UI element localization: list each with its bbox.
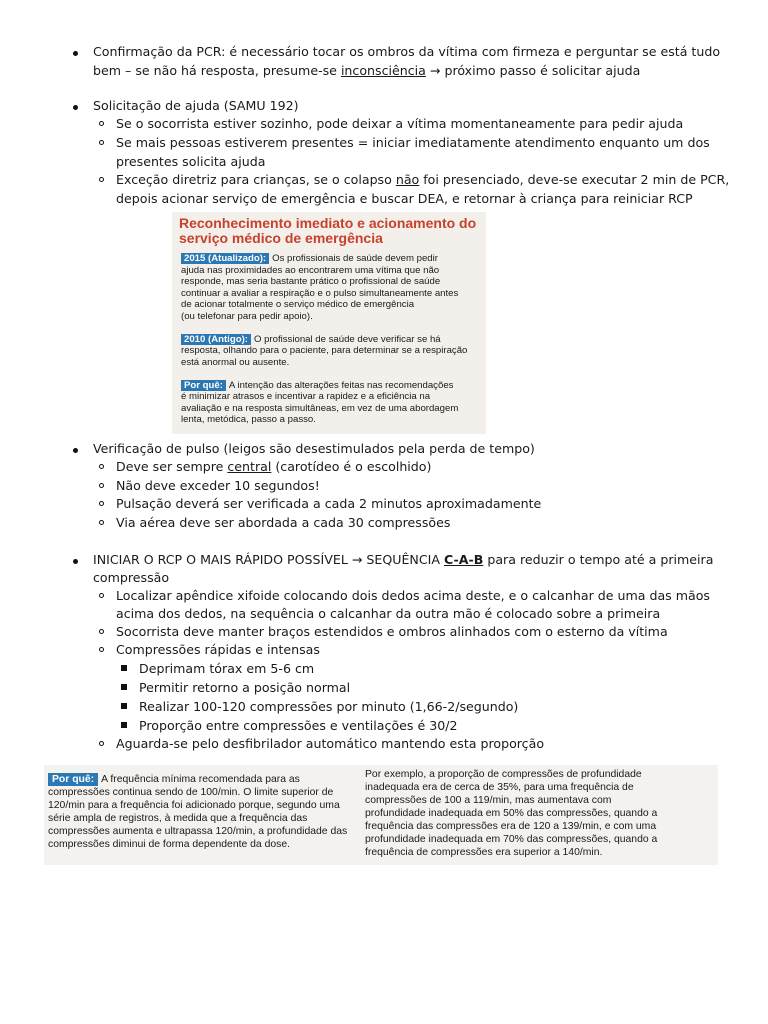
cpr-item-1-line-1: Localizar apêndice xifoide colocando dois dedos acima deste, e o calcanhar de uma das mãos [116, 588, 710, 603]
cpr-item-3: Compressões rápidas e intensas [116, 642, 320, 657]
help-item-1: Se o socorrista estiver sozinho, pode deixar a vítima momentaneamente para pedir ajuda [116, 116, 684, 131]
sub-bullet [99, 177, 104, 182]
figure-title-line-2: serviço médico de emergência [179, 230, 383, 246]
bullet [73, 448, 78, 453]
underlined-term: não [395, 172, 420, 187]
square-bullet [121, 665, 127, 671]
cpr-sub-4: Proporção entre compressões e ventilações é 30/2 [139, 718, 458, 733]
guideline-figure-compression-rate: Por quê: A frequência mínima recomendada para as compressões continua sendo de 100/min. O limite superior de 120/min para a frequência foi adicionado porque, segundo uma série ampla de registros, à medida que a frequência das compressões aumenta e ultrapassa 120/min, a profundidade das compressões diminui de forma dependente da dose. Por exemplo, a proporção de compressões de profundidade inadequada era de cerca de 35%, para uma frequência de compressões de 100 a 119/min, mas aumentava com profundidade inadequada em 50% das compressões, quando a frequência das compressões era de 120 a 139/min, e com uma profundidade inadequada em 70% das compressões, quando a frequência de compressões era superior a 140/min. [44, 765, 718, 865]
cab-sequence: C-A-B [443, 552, 484, 567]
figure-title-line-1: Reconhecimento imediato e acionamento do [179, 215, 477, 231]
sub-bullet [99, 501, 104, 506]
cpr-item-4: Aguarda-se pelo desfibrilador automático mantendo esta proporção [116, 736, 545, 751]
bullet [73, 105, 78, 110]
tag-why: Por quê: [48, 773, 98, 786]
sub-bullet [99, 140, 104, 145]
tag-2010: 2010 (Antigo): [181, 334, 251, 345]
help-item-3-line-2: depois acionar serviço de emergência e buscar DEA, e retornar à criança para reiniciar RCP [116, 191, 693, 206]
pulse-item-2: Não deve exceder 10 segundos! [116, 478, 320, 493]
pulse-item-1: Deve ser sempre central (carotídeo é o escolhido) [116, 459, 432, 474]
sub-bullet [99, 647, 104, 652]
sub-bullet [99, 520, 104, 525]
tag-2015: 2015 (Atualizado): [181, 253, 269, 264]
square-bullet [121, 684, 127, 690]
pulse-item-3: Pulsação deverá ser verificada a cada 2 minutos aproximadamente [116, 496, 542, 511]
help-item-2-line-1: Se mais pessoas estiverem presentes = iniciar imediatamente atendimento enquanto um dos [116, 135, 710, 150]
pcr-confirmation-line-2: bem – se não há resposta, presume-se inconsciência → próximo passo é solicitar ajuda [93, 63, 641, 78]
help-request-title: Solicitação de ajuda (SAMU 192) [93, 98, 299, 113]
pcr-confirmation-line-1: Confirmação da PCR: é necessário tocar os ombros da vítima com firmeza e perguntar se está tudo [93, 44, 721, 59]
sub-bullet [99, 741, 104, 746]
underlined-term: central [227, 459, 272, 474]
sub-bullet [99, 121, 104, 126]
pulse-item-4: Via aérea deve ser abordada a cada 30 compressões [116, 515, 451, 530]
square-bullet [121, 722, 127, 728]
tag-why: Por quê: [181, 380, 226, 391]
bullet [73, 559, 78, 564]
cpr-sub-2: Permitir retorno a posição normal [139, 680, 351, 695]
cpr-item-1-line-2: acima dos dedos, na sequência o calcanhar da outra mão é colocado sobre a primeira [116, 606, 661, 621]
cpr-sub-3: Realizar 100-120 compressões por minuto (1,66-2/segundo) [139, 699, 519, 714]
cpr-item-2: Socorrista deve manter braços estendidos e ombros alinhados com o esterno da vítima [116, 624, 668, 639]
square-bullet [121, 703, 127, 709]
bullet [73, 51, 78, 56]
sub-bullet [99, 483, 104, 488]
guideline-figure-recognition: Reconhecimento imediato e acionamento do serviço médico de emergência 2015 (Atualizado): Os profissionais de saúde devem pedir ajuda nas proximidades ao encontrarem uma vítima que não responde, mas seria bastante prático o profissional de saúde continuar a avaliar a respiração e o pulso simultaneamente antes de acionar totalmente o serviço médico de emergência (ou telefonar para pedir apoio). 2010 (Antigo): O profissional de saúde deve verificar se há resposta, olhando para o paciente, para determinar se a respiração está anormal ou ausente. Por quê: A intenção das alterações feitas nas recomendações é minimizar atrasos e incentivar a rapidez e a eficiência na avaliação e na resposta simultâneas, em vez de uma abordagem lenta, metódica, passo a passo. [172, 212, 486, 434]
pulse-check-title: Verificação de pulso (leigos são desestimulados pela perda de tempo) [93, 441, 535, 456]
help-item-2-line-2: presentes solicita ajuda [116, 154, 266, 169]
underlined-term: inconsciência [340, 63, 426, 78]
sub-bullet [99, 464, 104, 469]
sub-bullet [99, 629, 104, 634]
cpr-start-title: INICIAR O RCP O MAIS RÁPIDO POSSÍVEL → SEQUÊNCIA C-A-B para reduzir o tempo até a primeira [93, 552, 714, 567]
sub-bullet [99, 593, 104, 598]
help-item-3-line-1: Exceção diretriz para crianças, se o colapso não foi presenciado, deve-se executar 2 min de PCR, [116, 172, 730, 187]
cpr-sub-1: Deprimam tórax em 5-6 cm [139, 661, 315, 676]
cpr-start-title-line-2: compressão [93, 570, 170, 585]
